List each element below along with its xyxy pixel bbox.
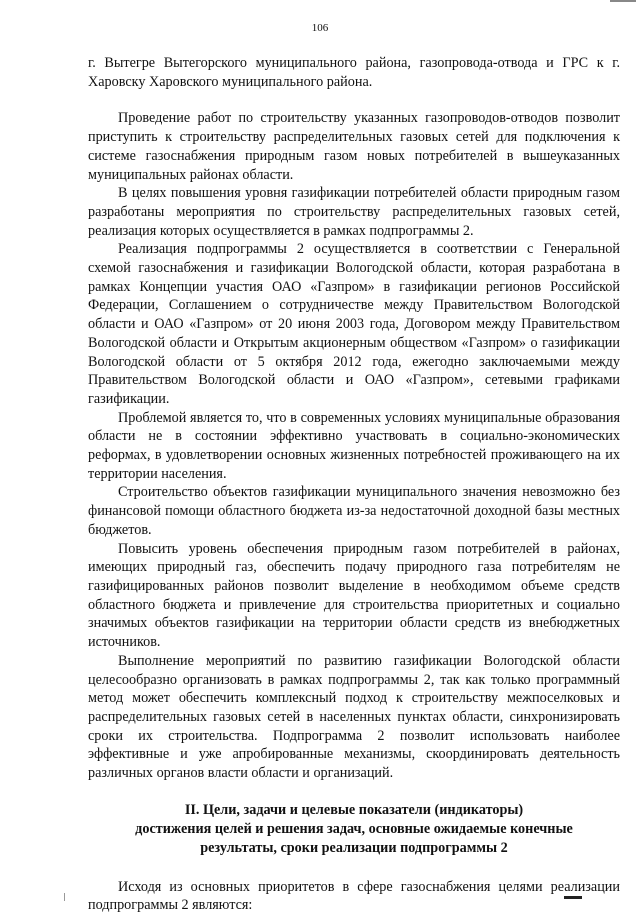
section-heading-line-2: достижения целей и решения задач, основные ожидаемые конечные [135,820,573,837]
paragraph-2: Проведение работ по строительству указанных газопроводов-отводов позволит приступить к строительству распределительных газовых сетей для подключения к системе газоснабжения природным газом новых потребителей в вышеуказанных муниципальных районах области. [88,110,620,183]
page-number: 106 [311,22,329,34]
paragraph-4: Реализация подпрограммы 2 осуществляется в соответствии с Генеральной схемой газоснабжения и газификации Вологодской области, которая разработана в рамках Концепции участия ОАО «Газпром» в газификации регионов Российской Федерации, Соглашением о сотрудничестве между Правительством Вологодской области и ОАО «Газпром» от 20 июня 2003 года, Договором между Правительством Вологодской области и Открытым акционерным обществом «Газпром» о газификации Вологодской области от 5 октября 2012 года, ежегодно заключаемыми между Правительством Вологодской области и ОАО «Газпром», сетевыми графиками газификации. [88,241,620,407]
document-body [88,54,620,915]
paragraph-1: г. Вытегре Вытегорского муниципального района, газопровода-отвода и ГРС к г. Харовску Харовского муниципального района. [88,55,620,90]
paragraph-7: Повысить уровень обеспечения природным газом потребителей в районах, имеющих природный газ, обеспечить подачу природного газа потребителям не газифицированных районов позволит выделение в необходимом объеме средств областного бюджета и привлечение для строительства приоритетных и социально значимых объектов газификации на территории области средств из внебюджетных источников. [88,540,620,651]
paragraph-5: Проблемой является то, что в современных условиях муниципальные образования области не в состоянии эффективно участвовать в социально-экономических реформах, в удовлетворении основных жизненных потребностей проживающего на их территории населения. [88,409,620,482]
section-heading-line-1: II. Цели, задачи и целевые показатели (индикаторы) [184,801,524,818]
paragraph-9: Исходя из основных приоритетов в сфере газоснабжения целями реализации подпрограммы 2 являются: [88,878,620,914]
section-heading [88,801,620,858]
section-heading-line-3: результаты, сроки реализации подпрограммы 2 [200,839,508,856]
paragraph-8: Выполнение мероприятий по развитию газификации Вологодской области целесообразно организовать в рамках подпрограммы 2, так как только программный метод может обеспечить комплексный подход к строительству межпоселковых и распределительных газовых сетей в населенных пунктах области, синхронизировать сроки их строительства. Подпрограмма 2 позволит использовать наиболее эффективные и уже апробированные механизмы, скоординировать деятельность различных органов власти области и организаций. [88,652,620,782]
scan-mark [610,0,636,2]
paragraph-6: Строительство объектов газификации муниципального значения невозможно без финансовой помощи областного бюджета из-за недостаточной доходной базы местных бюджетов. [88,484,620,538]
scan-mark [64,893,65,901]
scan-mark [564,896,582,899]
paragraph-3: В целях повышения уровня газификации потребителей области природным газом разработаны мероприятия по строительству распределительных газовых сетей, реализация которых осуществляется в рамках подпрограммы 2. [88,185,620,239]
